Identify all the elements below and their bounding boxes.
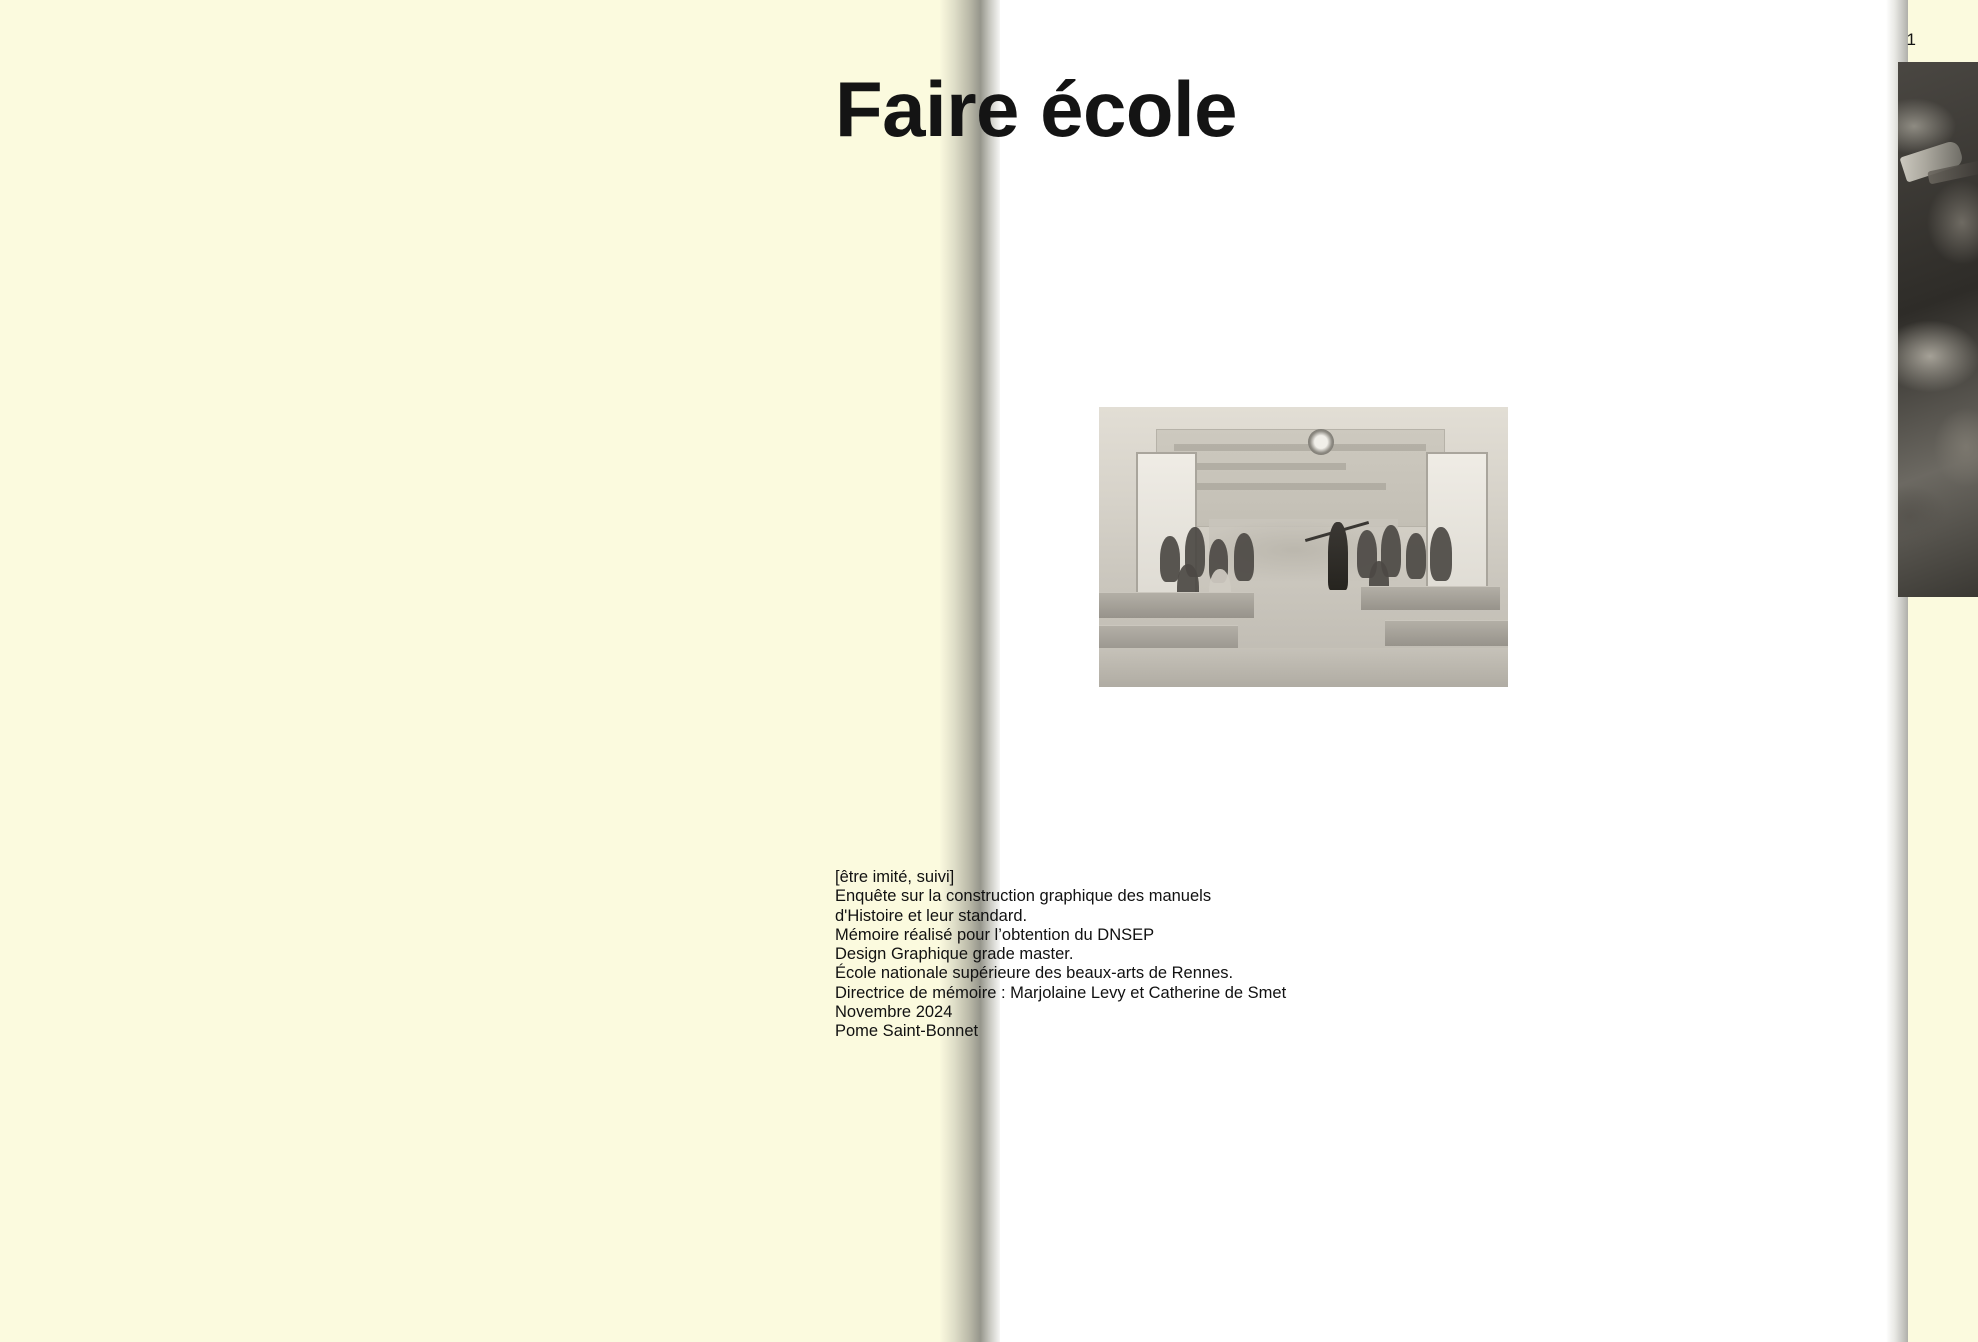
colophon-line: École nationale supérieure des beaux-arts de Rennes.	[835, 964, 1234, 983]
pupil-figure	[1406, 533, 1426, 579]
colophon-line: Directrice de mémoire : Marjolaine Levy et Catherine de Smet	[835, 983, 1287, 1002]
photo-background	[1099, 407, 1508, 687]
colophon-line: d'Histoire et leur standard.	[835, 906, 1028, 925]
bench	[1385, 620, 1508, 646]
poster-line	[1174, 444, 1426, 451]
page-title: Faire école	[835, 65, 1238, 154]
pupil-figure	[1430, 527, 1452, 581]
pupil-figure	[1234, 533, 1254, 581]
page-gutter-shadow	[940, 0, 1005, 1342]
poster-line	[1174, 463, 1346, 470]
right-photo-strip	[1898, 62, 1978, 597]
left-page	[0, 0, 955, 1342]
poster-line	[1174, 483, 1386, 490]
rock-texture	[1898, 62, 1978, 597]
bench	[1099, 592, 1254, 618]
wall-poster	[1156, 429, 1444, 526]
colophon-line: Design Graphique grade master.	[835, 945, 1074, 964]
classroom-floor	[1099, 648, 1508, 687]
bench	[1361, 586, 1500, 609]
colophon-line: Mémoire réalisé pour l’obtention du DNSEP	[835, 925, 1155, 944]
colophon-block	[835, 868, 1395, 1042]
colophon-line: Enquête sur la construction graphique des manuels	[835, 887, 1212, 906]
colophon-line: [être imité, suivi]	[835, 868, 955, 886]
colophon-line: Pome Saint-Bonnet	[835, 1022, 979, 1041]
wall-clock	[1308, 429, 1334, 455]
teacher-figure	[1328, 522, 1348, 590]
page-number: 1	[1906, 30, 1916, 49]
colophon-line: Novembre 2024	[835, 1003, 953, 1022]
classroom-photograph	[1099, 407, 1508, 687]
